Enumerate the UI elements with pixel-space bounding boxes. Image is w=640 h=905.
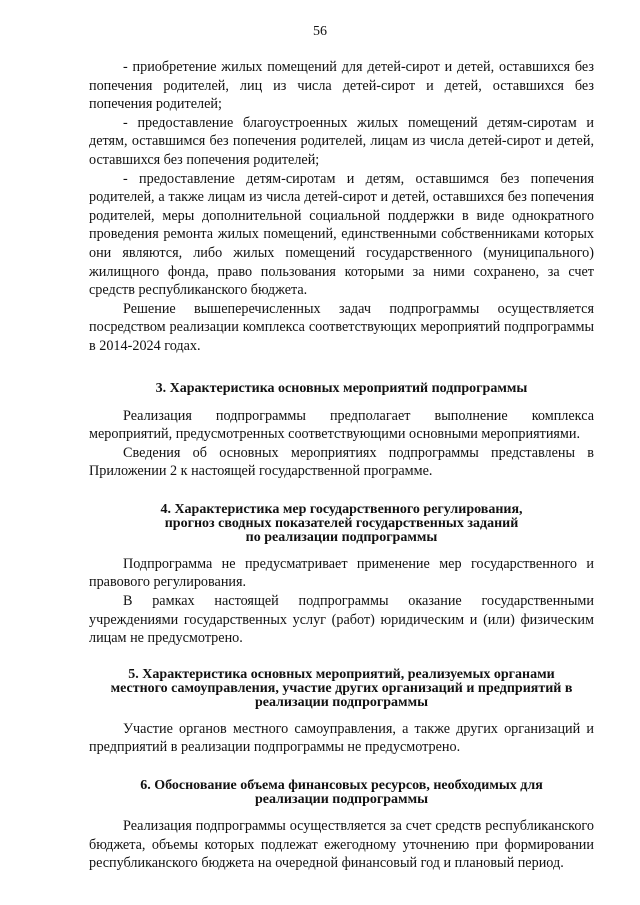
paragraph-task-solution: Решение вышеперечисленных задач подпрограммы осуществляется посредством реализации комплекса соответствующих мероприятий подпрограммы в 2014-2024 годах. <box>89 300 594 354</box>
section-heading-5-line-2: местного самоуправления, участие других организаций и предприятий в <box>110 680 573 696</box>
section-heading-6 <box>89 779 594 807</box>
section-heading-5 <box>89 668 594 710</box>
bullet-repair-support: - предоставление детям-сиротам и детям, оставшимся без попечения родителей, а также лицам из числа детей-сирот и детей, оставшихся без попечения родителей, меры дополнительной социальной поддержки в виде однократного проведения ремонта жилых помещений, единственными собственниками которых они являются, либо жилых помещений государственного (муниципального) жилищного фонда, право пользования которыми за ними сохранено, за счет средств республиканского бюджета. <box>89 170 594 299</box>
bullet-provision-housing: - предоставление благоустроенных жилых помещений детям-сиротам и детям, оставшимся без попечения родителей, лицам из числа детей-сирот и детей, оставшихся без попечения родителей; <box>89 114 594 168</box>
paragraph-5-participation: Участие органов местного самоуправления, а также других организаций и предприятий в реализации подпрограммы не предусмотрено. <box>89 720 594 756</box>
bullet-acquisition: - приобретение жилых помещений для детей-сирот и детей, оставшихся без попечения родителей, лиц из числа детей-сирот и детей, оставшихся без попечения родителей; <box>89 59 594 113</box>
section-heading-5-line-1: 5. Характеристика основных мероприятий, реализуемых органами <box>128 666 555 682</box>
section-heading-6-line-2: реализации подпрограммы <box>254 792 429 808</box>
paragraph-4-services: В рамках настоящей подпрограммы оказание государственными учреждениями государственных услуг (работ) юридическим и (или) физическим лицам не предусмотрено. <box>89 593 594 647</box>
paragraph-3-appendix: Сведения об основных мероприятиях подпрограммы представлены в Приложении 2 к настоящей государственной программе. <box>89 444 594 480</box>
section-heading-4-line-1: 4. Характеристика мер государственного регулирования, <box>160 501 523 517</box>
paragraph-4-regulation: Подпрограмма не предусматривает применение мер государственного и правового регулирования. <box>89 555 594 591</box>
section-heading-4 <box>89 503 594 545</box>
paragraph-3-implementation: Реализация подпрограммы предполагает выполнение комплекса мероприятий, предусмотренных соответствующими основными мероприятиями. <box>89 407 594 443</box>
section-heading-6-line-1: 6. Обоснование объема финансовых ресурсов, необходимых для <box>140 778 543 794</box>
document-body <box>89 58 594 873</box>
section-heading-4-line-2: прогноз сводных показателей государственных заданий <box>164 515 519 531</box>
section-heading-4-line-3: по реализации подпрограммы <box>245 529 438 545</box>
section-heading-3: 3. Характеристика основных мероприятий подпрограммы <box>155 380 528 396</box>
section-heading-5-line-3: реализации подпрограммы <box>254 694 429 710</box>
paragraph-6-financing: Реализация подпрограммы осуществляется за счет средств республиканского бюджета, объемы которых подлежат ежегодному уточнению при формировании республиканского бюджета на очередной финансовый год и плановый период. <box>89 818 594 872</box>
page-number: 56 <box>313 24 327 39</box>
